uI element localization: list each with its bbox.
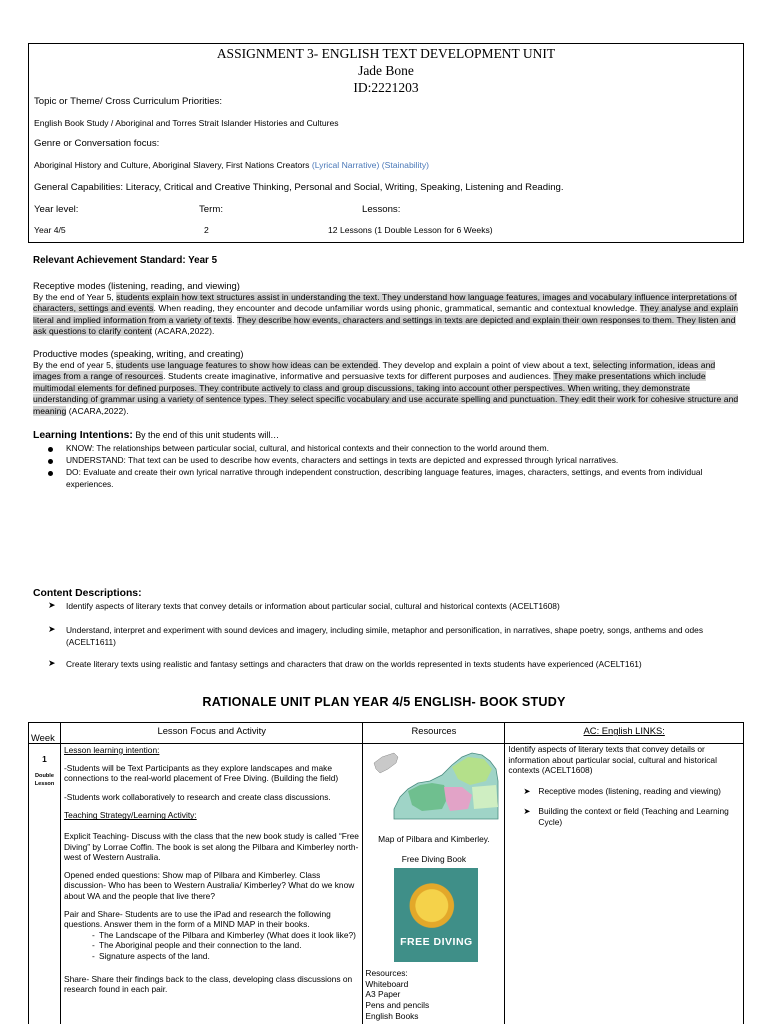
learning-intentions-intro: By the end of this unit students will…	[132, 430, 280, 440]
focus-cell	[60, 744, 362, 1024]
content-descriptions-heading: Content Descriptions:	[33, 588, 142, 599]
links-item-text: Receptive modes (listening, reading and viewing)	[538, 785, 721, 796]
lessons-value: 12 Lessons (1 Double Lesson for 6 Weeks)	[328, 225, 493, 235]
table-row	[29, 744, 744, 1024]
topic-value: English Book Study / Aboriginal and Torres Strait Islander Histories and Cultures	[34, 118, 339, 128]
bullet-icon	[48, 471, 53, 476]
year-label: Year level:	[34, 204, 79, 215]
genre-label: Genre or Conversation focus:	[34, 138, 160, 149]
productive-citation: (ACARA,2022).	[66, 405, 129, 416]
arrow-bullet-icon: ➤	[48, 658, 56, 668]
resources-cell	[363, 744, 505, 1024]
term-value: 2	[204, 225, 209, 235]
links-cell	[505, 744, 744, 1024]
lesson-intention-2: -Students work collaboratively to research and create class discussions.	[63, 791, 331, 802]
lessons-label: Lessons:	[362, 204, 401, 215]
header-box	[28, 43, 744, 243]
col-links: AC: English LINKS:	[505, 723, 744, 744]
receptive-heading: Receptive modes (listening, reading, and viewing)	[33, 280, 240, 291]
content-description-1: Identify aspects of literary texts that convey details or information about particular social, cultural and historical contexts (ACELT1608)	[66, 601, 560, 611]
resource-item: English Books	[365, 1010, 419, 1021]
pair-item: - The Landscape of the Pilbara and Kimberley (What does it look like?)	[91, 929, 356, 940]
free-diving-book-cover	[394, 868, 478, 962]
receptive-highlight-1: students explain how text structures assist in understanding the text. They understand how language features, images and vocabulary influence interpretations of characters, settings and events	[33, 292, 737, 314]
topic-label: Topic or Theme/ Cross Curriculum Priorities:	[34, 96, 223, 107]
student-id: ID:2221203	[353, 80, 419, 95]
week-number: 1	[42, 754, 47, 764]
bullet-icon	[48, 447, 53, 452]
lesson-intention-1: -Students will be Text Participants as they explore landscapes and make connections to the real-world placement of Free Diving. (Building the field)	[63, 762, 339, 784]
year-value: Year 4/5	[34, 225, 66, 235]
productive-heading: Productive modes (speaking, writing, and creating)	[33, 348, 244, 359]
col-week: Week	[29, 723, 61, 744]
col-resources: Resources	[363, 723, 505, 744]
explicit-teaching: Explicit Teaching- Discuss with the class that the new book study is called “Free Diving” by Lorrae Coffin. The book is set along the Pilbara and Kimberley north-west of Western Australia.	[63, 830, 359, 863]
pair-item-text: The Landscape of the Pilbara and Kimberley (What does it look like?)	[98, 929, 356, 940]
unit-plan-table	[28, 722, 744, 1024]
arrow-bullet-icon: ➤	[523, 785, 531, 796]
content-description-2: Understand, interpret and experiment with sound devices and imagery, including simile, metaphor and personification, in narratives, shape poetry, songs, anthems and odes (ACELT1611)	[66, 625, 704, 647]
map-caption: Map of Pilbara and Kimberley.	[378, 834, 490, 844]
term-label: Term:	[199, 204, 223, 215]
pilbara-kimberley-map	[372, 747, 502, 832]
productive-highlight-3: They make presentations which include multimodal elements for defined purposes. They contribute actively to class and group discussions, taking into account other perspectives. When writing, they demonstrate understanding of grammar using a variety of sentence types. They select specific vocabulary and use accurate spelling and punctuation. They edit their work for cohesive structure and meaning	[33, 371, 739, 416]
book-caption: Free Diving Book	[401, 853, 467, 864]
pair-item: - Signature aspects of the land.	[91, 950, 210, 961]
assignment-title: ASSIGNMENT 3- ENGLISH TEXT DEVELOPMENT UNIT	[216, 46, 556, 61]
receptive-highlight-3: They describe how events, characters and settings in texts are depicted and explain their own responses to them. They listen and ask questions to clarify content	[33, 314, 736, 337]
receptive-paragraph	[33, 292, 740, 338]
resource-item: Pens and pencils	[365, 999, 430, 1010]
pair-and-share: Pair and Share- Students are to use the iPad and research the following questions. Answer them in the form of a MIND MAP in their books.	[63, 908, 331, 930]
links-item-text: Building the context or field (Teaching and Learning Cycle)	[538, 806, 729, 827]
productive-paragraph	[33, 360, 740, 417]
productive-text-1: By the end of year 5,	[33, 360, 116, 370]
resource-item: Whiteboard	[365, 978, 409, 989]
intention-understand: UNDERSTAND: That text can be used to describe how events, characters and settings in texts are depicted and expressed through lyrical narratives.	[66, 455, 619, 465]
share-activity: Share- Share their findings back to the class, developing class discussions on research found in each pair.	[63, 973, 353, 995]
standard-heading: Relevant Achievement Standard: Year 5	[33, 255, 218, 266]
receptive-highlight-2: They analyse and explain literal and implied information from a variety of texts	[33, 303, 739, 325]
intention-know: KNOW: The relationships between particular social, cultural, and historical contexts and their connection to the world around them.	[66, 443, 549, 453]
general-capabilities: General Capabilities: Literacy, Critical and Creative Thinking, Personal and Social, Writing, Speaking, Listening and Reading.	[34, 182, 564, 193]
col-focus: Lesson Focus and Activity	[60, 723, 362, 744]
arrow-bullet-icon: ➤	[523, 806, 531, 817]
genre-tag-lyrical: (Lyrical Narrative)	[311, 160, 380, 170]
rationale-title: RATIONALE UNIT PLAN YEAR 4/5 ENGLISH- BOOK STUDY	[202, 695, 566, 709]
resource-item: A3 Paper	[365, 989, 401, 1000]
bullet-icon	[48, 459, 53, 464]
receptive-text-2: . When reading, they encounter and decode unfamiliar words using phonic, grammatical, semantic and contextual knowledge.	[153, 303, 640, 314]
receptive-text-1: By the end of Year 5,	[33, 292, 117, 302]
productive-highlight-2: selecting information, ideas and images from a range of resources	[33, 360, 716, 382]
content-description-3: Create literary texts using realistic and fantasy settings and characters that draw on the worlds represented in texts students have experienced (ACELT161)	[66, 659, 642, 669]
arrow-bullet-icon: ➤	[48, 600, 56, 610]
receptive-text-3: .	[232, 314, 237, 325]
map-icon	[372, 747, 502, 832]
genre-text: Aboriginal History and Culture, Aboriginal Slavery, First Nations Creators	[34, 160, 310, 170]
links-item	[508, 806, 740, 827]
pair-item: - The Aboriginal people and their connection to the land.	[91, 940, 302, 951]
genre-tag-sustainability: (Stainability)	[381, 160, 430, 170]
learning-intentions	[33, 430, 740, 441]
teaching-strategy-heading: Teaching Strategy/Learning Activity:	[63, 810, 197, 821]
pair-item-text: The Aboriginal people and their connection to the land.	[98, 940, 302, 951]
resources-heading: Resources:	[365, 968, 408, 979]
week-subtitle: Double Lesson	[34, 773, 55, 787]
intention-do: DO: Evaluate and create their own lyrical narrative through independent construction, describing language features, images, characters, settings, and events from individual experiences.	[66, 467, 703, 489]
productive-text-3: . Students create imaginative, informative and persuasive texts for different purposes and audiences.	[163, 371, 554, 382]
book-cover-title: FREE DIVING	[400, 936, 473, 949]
links-item	[508, 786, 740, 797]
genre-value	[34, 160, 429, 170]
lesson-intention-heading: Lesson learning intention:	[63, 745, 160, 755]
table-header-row	[29, 723, 744, 744]
week-cell	[29, 744, 61, 1024]
author-name: Jade Bone	[358, 63, 414, 78]
learning-intentions-heading: Learning Intentions:	[33, 430, 133, 441]
links-description: Identify aspects of literary texts that convey details or information about particular social, cultural and historical contexts (ACELT1608)	[508, 744, 717, 776]
pair-item-text: Signature aspects of the land.	[98, 950, 210, 961]
productive-highlight-1: students use language features to show how ideas can be extended	[115, 360, 378, 370]
productive-text-2: . They develop and explain a point of view about a text,	[377, 360, 593, 370]
arrow-bullet-icon: ➤	[48, 624, 56, 634]
receptive-citation: (ACARA,2022).	[152, 326, 215, 337]
open-ended-questions: Opened ended questions: Show map of Pilbara and Kimberley. Class discussion- Who has been to Western Australia/ Kimberley? What do we know about WA and the people that live there?	[63, 869, 355, 901]
